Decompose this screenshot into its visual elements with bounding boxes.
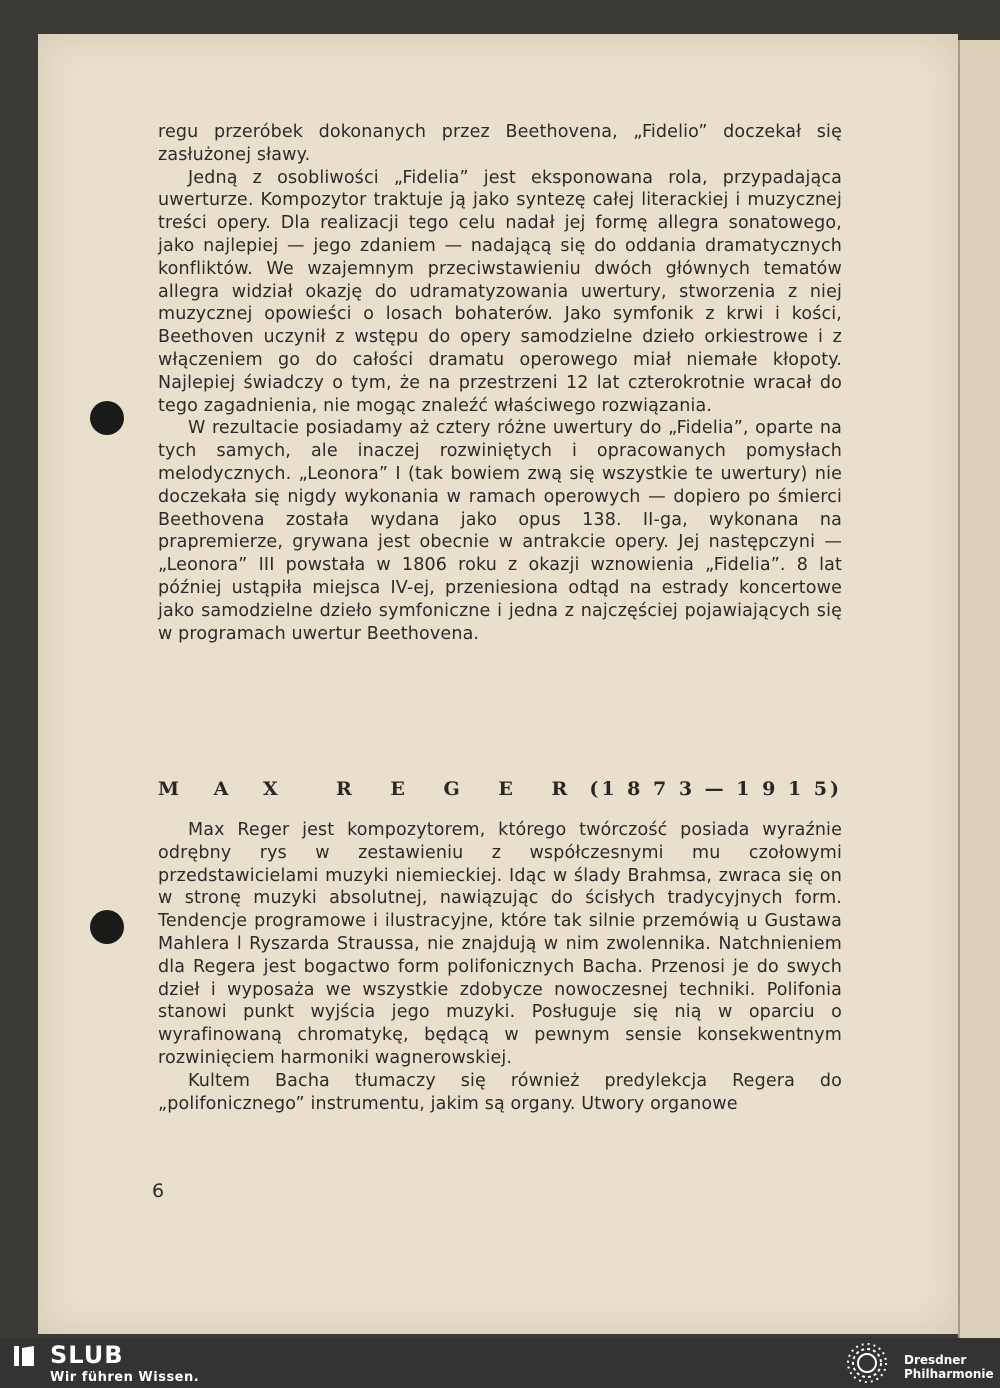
heading-dates: (1 8 7 3 — 1 9 1 5)	[589, 778, 842, 800]
punch-hole-bottom	[90, 910, 124, 944]
paragraph-2: Jedną z osobliwości „Fidelia” jest eksponowana rola, przypadająca uwerturze. Kompozytor traktuje ją jako syntezę całej literackiej i muzycznej treści opery. Dla realizacji tego celu nadał jej formę allegra sonatowego, jako najlepiej — jego zdaniem — nadającą się do oddania dramatycznych konfliktów. We wzajemnym przeciwstawieniu dwóch głównych tematów allegra widział okazję do udramatyzowania uwertury, stworzenia z niej muzycznej opowieści o losach bohaterów. Jako symfonik z krwi i kości, Beethoven uczynił z wstępu do opery samodzielne dzieło orkiestrowe i z włączeniem go do całości dramatu operowego miał niemałe kłopoty. Najlepiej świadczy o tym, że na przestrzeni 12 lat czterokrotnie wracał do tego zagadnienia, nie mogąc znaleźć właściwego rozwiązania.	[158, 167, 842, 416]
paragraph-4: Max Reger jest kompozytorem, którego twórczość posiada wyraźnie odrębny rys w zestawieniu z współczesnymi mu czołowymi przedstawicielami muzyki niemieckiej. Idąc w ślady Brahmsa, zwraca się on w stronę muzyki absolutnej, nawiązując do ścisłych tradycyjnych form. Tendencje programowe i ilustracyjne, które tak silnie przemówią u Gustawa Mahlera l Ryszarda Straussa, nie znajdują w nim zwolennika. Natchnieniem dla Regera jest bogactwo form polifonicznych Bacha. Przenosi je do swych dzieł i wyposaża we wszystkie zdobycze nowoczesnej techniki. Polifonia stanowi punkt wyjścia jego muzyki. Posługuje się nią w oparciu o wyrafinowaną chromatykę, będącą w pewnym sensie konsekwentnym rozwinięciem harmoniki wagnerowskiej.	[158, 820, 842, 1068]
heading-first-name: M A X	[158, 778, 292, 800]
paragraph-3: W rezultacie posiadamy aż cztery różne uwertury do „Fidelia”, oparte na tych samych, ale inaczej rozwiniętych i opracowanych pomysłach melodycznych. „Leonora” I (tak bowiem zwą się wszystkie te uwertury) nie doczekała się nigdy wykonania w ramach operowych — dopiero po śmierci Beethovena została wydana jako opus 138. II-ga, wykonana na prapremierze, grywana jest obecnie w antrakcie opery. Jej następczyni — „Leonora” III powstała w 1806 roku z okazji wznowienia „Fidelia”. 8 lat później ustąpiła miejsca IV-ej, przeniesiona odtąd na estrady koncertowe jako samodzielne dzieło symfoniczne i jedna z najczęściej pojawiających się w programach uwertur Beethovena.	[158, 418, 842, 644]
partner-name[interactable]	[904, 1353, 994, 1381]
body-text-top	[158, 121, 842, 645]
body-text-bottom	[158, 819, 842, 1115]
partner-name-line2: Philharmonie	[904, 1367, 994, 1381]
paragraph-1: regu przeróbek dokonanych przez Beethovena, „Fidelio” doczekał się zasłużonej sławy.	[158, 122, 842, 165]
partner-name-line1: Dresdner	[904, 1353, 967, 1367]
slub-logo-icon[interactable]	[12, 1343, 38, 1369]
adjacent-page-edge	[958, 40, 1000, 1338]
library-name[interactable]: SLUB	[50, 1341, 124, 1369]
page-number: 6	[152, 1180, 165, 1202]
paragraph-5: Kultem Bacha tłumaczy się również predylekcja Regera do „polifonicznego” instrumentu, jakim są organy. Utwory organowe	[158, 1070, 842, 1114]
punch-hole-top	[90, 401, 124, 435]
philharmonie-logo-icon[interactable]	[842, 1341, 892, 1385]
library-tagline: Wir führen Wissen.	[50, 1370, 200, 1385]
heading-last-name: R E G E R	[336, 778, 584, 800]
section-heading	[158, 778, 842, 806]
